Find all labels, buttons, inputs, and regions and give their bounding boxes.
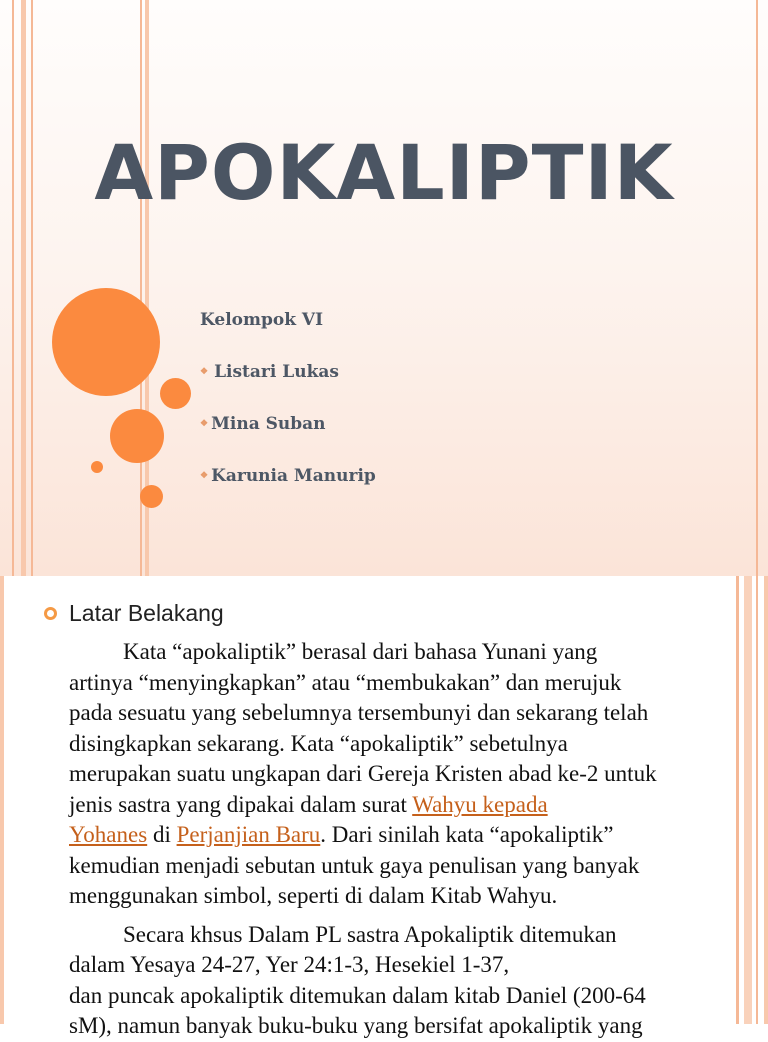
diamond-bullet-icon: ❖ (200, 367, 209, 377)
text-line: dan puncak apokaliptik ditemukan dalam kitab Daniel (200-64 (69, 982, 646, 1008)
text-line: artinya “menyingkapkan” atau “membukakan” dan merujuk (69, 669, 622, 695)
body-text (69, 637, 734, 1042)
decorative-circle-large (52, 288, 160, 396)
text-line: disingkapkan sekarang. Kata “apokaliptik” sebetulnya (69, 730, 568, 756)
text-line: pada sesuatu yang sebelumnya tersembunyi dan sekarang telah (69, 700, 649, 725)
text-line: Secara khsus Dalam PL sastra Apokaliptik ditemukan (123, 921, 617, 947)
text-line: menggunakan simbol, seperti di dalam Kitab Wahyu. (69, 883, 558, 908)
link-wahyu-kepada-yohanes-cont[interactable]: Yohanes (69, 822, 148, 847)
text-fragment: . Dari sinilah kata “apokaliptik” (320, 822, 614, 847)
content-slide (0, 576, 768, 1038)
decorative-stripe (756, 576, 758, 1024)
decorative-circle (110, 409, 164, 463)
member-name: Karunia Manurip (211, 466, 376, 486)
decorative-stripe (744, 576, 752, 1024)
decorative-circle (160, 378, 191, 409)
decorative-stripe (31, 0, 33, 576)
text-fragment: jenis sastra yang dipakai dalam surat (69, 791, 413, 817)
text-line (69, 790, 734, 821)
decorative-stripe (0, 576, 4, 1024)
text-line: kemudian menjadi sebutan untuk gaya penulisan yang banyak (69, 852, 640, 878)
text-line: dalam Yesaya 24-27, Yer 24:1-3, Hesekiel 1-37, (69, 952, 510, 977)
decorative-stripe (736, 576, 739, 1024)
decorative-circle (140, 485, 163, 508)
decorative-stripe (756, 0, 758, 576)
section-heading-text: Latar Belakang (69, 600, 224, 626)
member-name: Listari Lukas (214, 362, 339, 382)
diamond-bullet-icon: ❖ (200, 471, 209, 481)
ring-bullet-icon (44, 607, 57, 620)
section-heading (44, 600, 224, 627)
member-item (200, 362, 339, 382)
text-line: merupakan suatu ungkapan dari Gereja Kristen abad ke-2 untuk (69, 761, 657, 786)
member-name: Mina Suban (211, 414, 326, 434)
decorative-stripe (12, 0, 14, 576)
link-wahyu-kepada-yohanes[interactable]: Wahyu kepada (412, 791, 548, 817)
text-line: sM), namun banyak buku-buku yang bersifat apokaliptik yang (69, 1013, 643, 1038)
text-line: Kata “apokaliptik” berasal dari bahasa Yunani yang (123, 639, 598, 664)
member-item (200, 414, 326, 434)
slide-title: APOKALIPTIK (94, 128, 674, 217)
text-line (69, 820, 734, 851)
decorative-stripe (764, 576, 768, 1024)
link-perjanjian-baru[interactable]: Perjanjian Baru (176, 822, 321, 847)
group-label: Kelompok VI (200, 310, 324, 330)
decorative-circle-small (91, 461, 103, 473)
member-item (200, 466, 376, 486)
decorative-stripe (21, 0, 26, 576)
diamond-bullet-icon: ❖ (200, 419, 209, 429)
text-fragment: di (147, 822, 177, 847)
